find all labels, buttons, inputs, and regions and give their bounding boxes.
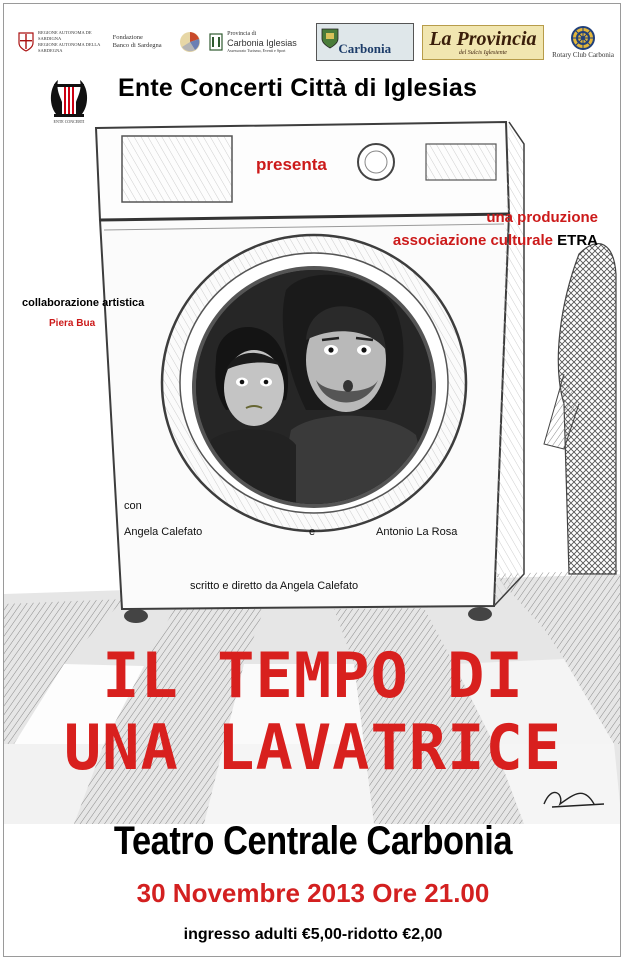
- show-title-line-2: UNA LAVATRICE: [63, 711, 563, 784]
- sponsor-text: Banco di Sardegna: [112, 42, 162, 49]
- cast-actor-2: Antonio La Rosa: [376, 526, 458, 538]
- rotary-wheel-icon: [570, 25, 596, 51]
- fondazione-logo: [179, 31, 201, 53]
- production-label: una produzione: [486, 209, 598, 226]
- sponsor-text: Assessorato Turismo, Eventi e Sport: [227, 48, 286, 53]
- la-provincia-logo-text: La Provincia: [429, 27, 537, 50]
- provincia-logo: [209, 32, 223, 52]
- sponsor-text: Carbonia Iglesias: [227, 38, 297, 48]
- venue-name: Teatro Centrale Carbonia: [113, 819, 513, 863]
- cast-con-label: con: [124, 500, 142, 512]
- production-association-text: associazione culturale: [392, 232, 558, 249]
- cast-and-label: e: [309, 526, 316, 538]
- production-company: [393, 232, 598, 249]
- sponsor-la-provincia: [422, 25, 543, 60]
- sponsor-text: REGIONE AUTONOMA DE SARDIGNA: [38, 30, 92, 41]
- ente-logo-caption: ENTE CONCERTI: [53, 119, 85, 124]
- porthole-photo: [192, 266, 436, 508]
- comune-crest-icon: [320, 27, 340, 49]
- show-title-line-1: IL TEMPO DI: [102, 639, 524, 712]
- coat-hanger-sketch: [544, 244, 616, 574]
- sponsor-provincia: [209, 31, 307, 53]
- collaboration-name: Piera Bua: [49, 318, 96, 329]
- actors-portrait-illustration: [196, 270, 432, 504]
- sponsor-strip: [18, 16, 614, 68]
- event-date-time: 30 Novembre 2013 Ore 21.00: [136, 878, 490, 908]
- director-credit: scritto e diretto da Angela Calefato: [190, 580, 359, 592]
- ticket-price: ingresso adulti €5,00-ridotto €2,00: [183, 926, 443, 943]
- poster: [3, 3, 621, 957]
- sponsor-text: Carbonia: [338, 41, 392, 56]
- sponsor-fondazione: [113, 31, 201, 53]
- cast-actor-1: Angela Calefato: [124, 526, 203, 538]
- sponsor-text: REGIONE AUTONOMA DELLA SARDEGNA: [38, 42, 101, 53]
- collaboration-label: collaborazione artistica: [22, 297, 145, 309]
- sponsor-regione-sardegna: [18, 30, 104, 54]
- sponsor-rotary: [552, 25, 614, 59]
- presenta-label: presenta: [256, 155, 327, 174]
- sponsor-text: Rotary Club Carbonia: [552, 51, 614, 59]
- la-provincia-subtitle: del Sulcis Iglesiente: [458, 49, 507, 56]
- sponsor-text: Fondazione: [112, 34, 143, 41]
- sponsor-comune-carbonia: [316, 23, 414, 61]
- regione-sardegna-logo: [18, 32, 34, 52]
- presenter-title: Ente Concerti Città di Iglesias: [118, 74, 478, 102]
- sponsor-text: Provincia di: [227, 31, 257, 37]
- production-company-name: ETRA: [557, 232, 598, 249]
